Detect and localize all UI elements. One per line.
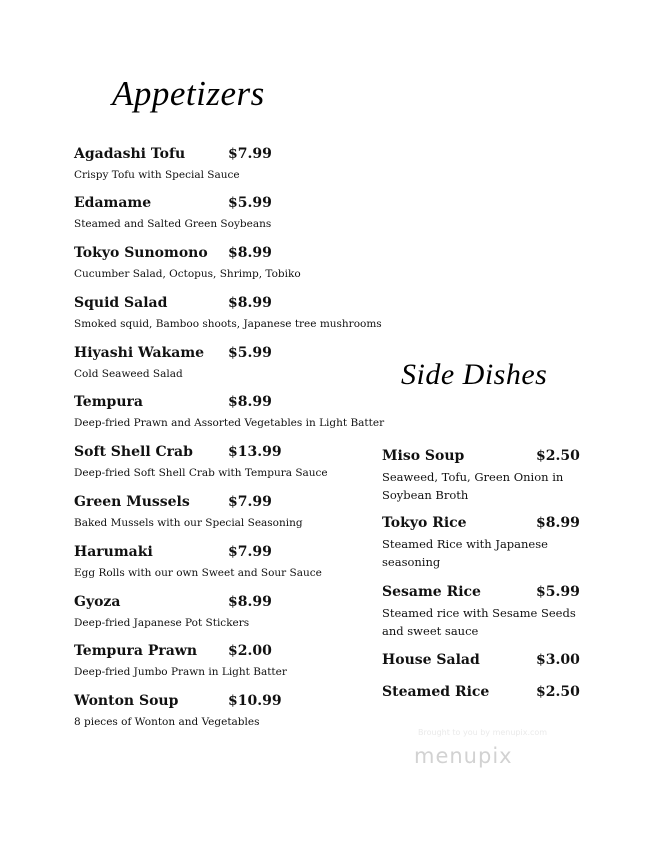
item-price: $8.99 [228, 245, 272, 261]
item-price: $8.99 [228, 394, 272, 410]
menu-item-tokyo-rice [382, 515, 582, 571]
item-price: $7.99 [228, 544, 272, 560]
item-description: Cold Seaweed Salad [74, 368, 183, 380]
item-description: Cucumber Salad, Octopus, Shrimp, Tobiko [74, 268, 301, 280]
watermark-logo: menupix [414, 744, 513, 768]
item-description: Baked Mussels with our Special Seasoning [74, 517, 303, 529]
menu-item-hiyashi-wakame [74, 345, 272, 383]
item-name: House Salad [382, 652, 480, 668]
item-description: 8 pieces of Wonton and Vegetables [74, 716, 260, 728]
item-price: $10.99 [228, 693, 282, 709]
item-name: Tokyo Sunomono [74, 245, 208, 261]
item-price: $8.99 [536, 515, 580, 531]
item-name: Sesame Rice [382, 584, 481, 600]
item-name: Miso Soup [382, 448, 465, 464]
item-description: Deep-fried Jumbo Prawn in Light Batter [74, 666, 287, 678]
menu-item-sesame-rice [382, 584, 582, 640]
menu-item-edamame [74, 195, 271, 233]
item-name: Tempura Prawn [74, 643, 198, 659]
item-description: Deep-fried Prawn and Assorted Vegetables in Light Batter [74, 417, 385, 429]
item-name: Wonton Soup [74, 693, 179, 709]
menu-item-miso-soup [382, 448, 582, 504]
item-price: $5.99 [228, 195, 272, 211]
item-description: Steamed Rice with Japanese seasoning [382, 537, 548, 569]
item-description: Steamed rice with Sesame Seeds and sweet sauce [382, 606, 576, 638]
item-price: $8.99 [228, 295, 272, 311]
item-description: Crispy Tofu with Special Sauce [74, 169, 240, 181]
item-description: Deep-fried Japanese Pot Stickers [74, 617, 250, 629]
item-description: Smoked squid, Bamboo shoots, Japanese tree mushrooms [74, 318, 382, 330]
menu-item-gyoza [74, 594, 272, 632]
item-description: Egg Rolls with our own Sweet and Sour Sauce [74, 567, 322, 579]
watermark-tagline: Brought to you by menupix.com [418, 728, 548, 737]
menu-item-green-mussels [74, 494, 303, 532]
menu-item-agadashi-tofu [74, 146, 272, 184]
item-name: Steamed Rice [382, 684, 490, 700]
item-name: Gyoza [74, 594, 121, 610]
menu-item-soft-shell-crab [74, 444, 328, 482]
item-name: Soft Shell Crab [74, 444, 193, 460]
item-name: Tempura [74, 394, 143, 410]
item-price: $5.99 [536, 584, 580, 600]
menu-item-harumaki [74, 544, 322, 582]
item-price: $2.00 [228, 643, 272, 659]
item-price: $2.50 [536, 448, 580, 464]
item-name: Tokyo Rice [382, 515, 467, 531]
item-price: $13.99 [228, 444, 282, 460]
item-price: $8.99 [228, 594, 272, 610]
appetizers-heading: Appetizers [112, 74, 265, 113]
item-description: Seaweed, Tofu, Green Onion in Soybean Broth [382, 470, 564, 502]
item-price: $3.00 [536, 652, 580, 668]
item-name: Agadashi Tofu [74, 146, 186, 162]
item-name: Squid Salad [74, 295, 168, 311]
item-price: $2.50 [536, 684, 580, 700]
item-price: $5.99 [228, 345, 272, 361]
item-name: Edamame [74, 195, 152, 211]
item-price: $7.99 [228, 494, 272, 510]
item-name: Harumaki [74, 544, 153, 560]
menu-item-tokyo-sunomono [74, 245, 301, 283]
item-name: Green Mussels [74, 494, 190, 510]
item-name: Hiyashi Wakame [74, 345, 205, 361]
item-price: $7.99 [228, 146, 272, 162]
side-dishes-heading: Side Dishes [401, 358, 548, 391]
menu-item-squid-salad [74, 295, 382, 333]
menu-item-tempura [74, 394, 384, 432]
item-description: Deep-fried Soft Shell Crab with Tempura Sauce [74, 467, 328, 479]
menu-item-wonton-soup [74, 693, 282, 731]
item-description: Steamed and Salted Green Soybeans [74, 218, 272, 230]
menu-item-tempura-prawn [74, 643, 287, 681]
